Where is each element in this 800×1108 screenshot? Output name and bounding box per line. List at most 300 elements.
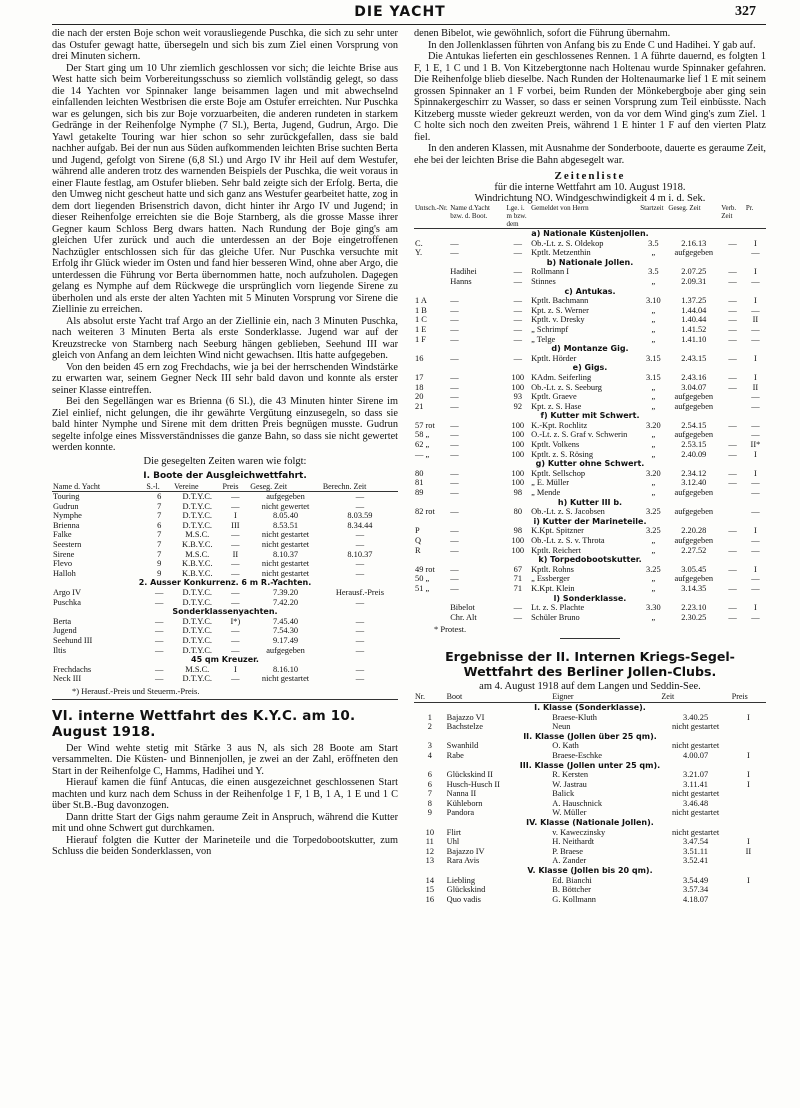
table-cell: — bbox=[450, 372, 459, 382]
paragraph: Der Start ging um 10 Uhr ziemlich geschlossen vor sich; die leichte Brise aus West hatte sich beim Vorbereitungsschuss so ziemlich vollständig gelegt, so dass die 14 Yachten vor Spinnaker lange beisammen lagen und mit abwechselnd einfallenden leichten Westbrisen die erste Boje am Ostufer erreichten. Nur Puschka war es gelungen, sich bis zur Boje vorzuarbeiten, die anderen rundeten in starkem Gedränge in der Reihenfolge Nymphe (7 Sl.), Berta, Jugend, Gudrun, Argo. Die Yawl getakelte Touring war hier schon so sehr zurückgefallen, dass sie bald nachher aufgab. Bei der nun aus Süden aufkommenden leichten Brise suchten Berta und Jugend, gefolgt von Sirene (6,8 Sl.) und Argo IV ihr Heil auf dem Westufer, während alle anderen trotz des warnenden Beispiels der Puschka, die weit voraus in einer Flaute festlag, am Ostufer blieben. Sehr bald zeigte sich der Erfolg. Berta, die den Umweg nicht gescheut hatte und sich ganz ans Westufer gearbeitet hatte, zog in dem dort liegenden Brisenstrich davon, dicht hinter ihr Argo IV und Jugend; in dieser Reihenfolge erreichten sie die Boje Starnberg, als die grosse Masse ihrer Gegner kaum Schloss Berg dwars hatten. Nach Rundung der Boje ging's am gleichen Ufer zurück und auch die unterdessen an der Boje eingetroffenen Nachzügler entschlossen sich für das gleiche Ufer. Nur Puschka versuchte mit Erfolg ihr Glück wieder im Osten und fand hier besseren Wind, ohne aber Argo, die unterdessen die Führung vor Berta übernommen hatte, noch aufzuholen. Dagegen gelang es Nymphe auf dem Rückwege die ursprünglich vorn liegende Sirene zu überholen und als erste der alten Yachten mit 5 Minuten Vorsprung vor Sirene die Ziellinie zu erreichen. bbox=[52, 62, 398, 315]
table-cell: nicht gestartet bbox=[671, 827, 720, 837]
table-row bbox=[414, 440, 766, 450]
table-cell: — bbox=[513, 612, 522, 622]
table-cell: I bbox=[754, 526, 757, 536]
table-cell: 8.05.40 bbox=[272, 511, 299, 521]
table-cell: Kptlt. Metzenthin bbox=[531, 248, 591, 258]
group-header: d) Montanze Gig. bbox=[551, 344, 629, 354]
table-cell: — bbox=[751, 334, 760, 344]
table-row bbox=[414, 885, 766, 895]
bjc-body bbox=[414, 702, 766, 904]
zeitenliste-title: Zeitenliste bbox=[554, 170, 626, 182]
zeitenliste-header-row bbox=[414, 204, 766, 229]
table-cell: Iltis bbox=[53, 645, 67, 655]
table-cell: 2.54.15 bbox=[681, 420, 707, 430]
table-cell: — bbox=[728, 449, 737, 459]
table-cell: 98 bbox=[513, 526, 522, 536]
table-cell: — bbox=[728, 545, 737, 555]
table-cell: 1 E bbox=[415, 324, 427, 334]
table-cell: — bbox=[231, 674, 240, 684]
bjc-subtitle: am 4. August 1918 auf dem Langen und Seddin-See. bbox=[479, 681, 701, 693]
table-cell: I*) bbox=[230, 616, 241, 626]
table-cell: „ Telge bbox=[531, 334, 556, 344]
table-cell: III bbox=[231, 520, 240, 530]
table-cell: — bbox=[450, 305, 459, 315]
table-cell: — bbox=[355, 540, 365, 550]
group-header: h) Kutter III b. bbox=[557, 497, 623, 507]
table-cell: „ bbox=[651, 276, 656, 286]
zeitenliste-subtitle: für die interne Wettfahrt am 10. August 1918. bbox=[494, 182, 686, 193]
table-row bbox=[414, 799, 766, 809]
table-cell: I bbox=[746, 712, 750, 722]
group-header: 45 qm Kreuzer. bbox=[191, 655, 259, 665]
table-cell: 50 „ bbox=[415, 574, 430, 584]
table-cell: — bbox=[728, 305, 737, 315]
bjc-header-row bbox=[414, 692, 766, 702]
table-cell: A. Zander bbox=[552, 856, 587, 866]
table-cell: „ bbox=[651, 392, 656, 402]
table-cell: 3.57.34 bbox=[683, 885, 709, 895]
group-header-row bbox=[414, 594, 766, 604]
table-cell: nicht gestartet bbox=[671, 789, 720, 799]
table-cell: 57 rot bbox=[415, 420, 435, 430]
group-header: l) Sonderklasse. bbox=[553, 593, 627, 603]
table-row bbox=[414, 876, 766, 886]
table-cell: D.T.Y.C. bbox=[182, 492, 213, 502]
table-cell: — bbox=[728, 238, 737, 248]
table-cell: 3.04.07 bbox=[681, 382, 707, 392]
table-cell: Nanna II bbox=[446, 789, 477, 799]
table-cell: 16 bbox=[415, 353, 424, 363]
table-cell: — bbox=[355, 626, 365, 636]
table-cell: 1.41.10 bbox=[681, 334, 707, 344]
table-cell: 14 bbox=[425, 875, 435, 885]
paragraph: denen Bibelot, wie gewöhnlich, sofort die Führung übernahm. bbox=[414, 28, 671, 39]
table-row bbox=[414, 574, 766, 584]
group-header: a) Nationale Küstenjollen. bbox=[531, 229, 649, 238]
table-cell: — bbox=[751, 574, 760, 584]
table-cell: D.T.Y.C. bbox=[182, 645, 213, 655]
table-cell: 3.25 bbox=[646, 564, 661, 574]
table-cell: Rollmann I bbox=[531, 267, 570, 277]
table-cell: 1 A bbox=[415, 296, 427, 306]
table-cell: — bbox=[751, 612, 760, 622]
table-row bbox=[414, 325, 766, 335]
table-cell: nicht gestartet bbox=[261, 540, 310, 550]
table-row bbox=[414, 315, 766, 325]
table-cell: Uhl bbox=[446, 837, 460, 847]
table-cell: — bbox=[355, 530, 365, 540]
table-cell: — bbox=[751, 430, 760, 440]
table-row bbox=[414, 306, 766, 316]
table-cell: — bbox=[450, 430, 459, 440]
table-cell: 8.10.37 bbox=[272, 549, 299, 559]
table-cell: I bbox=[754, 353, 757, 363]
group-header-row bbox=[414, 287, 766, 297]
table-cell bbox=[414, 603, 449, 613]
table-cell: Kptlt. Volkens bbox=[531, 440, 580, 450]
section-rule-short bbox=[560, 638, 620, 639]
table-cell: — bbox=[355, 501, 365, 511]
table-row bbox=[52, 540, 398, 550]
table-cell: Sirene bbox=[53, 549, 75, 559]
table-row bbox=[414, 828, 766, 838]
table-cell: 20 bbox=[415, 392, 424, 402]
table-cell: — bbox=[231, 492, 240, 502]
table-cell: 17 bbox=[415, 372, 424, 382]
table-row bbox=[52, 569, 398, 579]
table-cell: — bbox=[728, 420, 737, 430]
table-cell: 8.03.59 bbox=[347, 511, 373, 521]
table-cell bbox=[720, 430, 745, 440]
table-cell: — bbox=[751, 583, 760, 593]
left-column bbox=[52, 28, 398, 858]
paragraph: Die Antukas lieferten ein geschlossenes Rennen. 1 A führte dauernd, es folgten 1 F, 1 E, 1 C und 1 B. Von Kitzebergtonne nach Holtenau wurde Spinnaker gefahren. Die Reihenfolge blieb dieselbe. Nach Runden der Holtenaumarke lief 1 E mit seinem grossen Spinnaker an 1 F vorbei, beim Runden der Mönkebergboje aber ging sein Spinnakergeschirr zu Wasser, so dass er seinen Vorsprung zum Teil einbüsste. Nach Kitzeberg musste wieder gekreuzt werden, von da vor dem Wind ging's zum Ziel. 1 C holte sich noch den zweiten Preis, während 1 E hinter 1 F auf den vierten Platz fiel. bbox=[414, 51, 766, 143]
table-cell: 1.40.44 bbox=[681, 315, 707, 325]
table-cell: — bbox=[513, 267, 522, 277]
table-cell: Glückskind II bbox=[446, 770, 493, 780]
column-header: Zeit bbox=[660, 692, 730, 702]
table-cell: nicht gestartet bbox=[261, 674, 310, 684]
group-header: Sonderklassenyachten. bbox=[172, 607, 278, 617]
table-cell bbox=[731, 856, 766, 866]
paragraph: Hierauf kamen die fünf Antucas, die einen ausgezeichnet geschlossenen Start machten und kurz nach dem Schuss in der Reihenfolge 1 F, 1 B, 1 A, 1 E und 1 C über St.B.-Bug davonzogen. bbox=[52, 777, 398, 812]
table-cell: I bbox=[754, 468, 757, 478]
table-cell: — bbox=[728, 468, 737, 478]
table-cell: — bbox=[728, 612, 737, 622]
table-cell: — bbox=[728, 603, 737, 613]
table-cell: 15 bbox=[425, 885, 435, 895]
table-cell: 92 bbox=[513, 401, 522, 411]
table-cell: I bbox=[754, 603, 757, 613]
table-cell: — bbox=[231, 588, 240, 598]
table-cell: Braese-Kluth bbox=[552, 712, 597, 722]
table-cell: aufgegeben bbox=[674, 401, 714, 411]
table-cell: — bbox=[728, 478, 737, 488]
table-cell: I bbox=[746, 770, 750, 780]
table-cell: aufgegeben bbox=[674, 507, 714, 517]
table-cell: „ bbox=[651, 488, 656, 498]
table-cell: — bbox=[728, 583, 737, 593]
table-cell: 6 bbox=[157, 520, 162, 530]
table-cell: — bbox=[231, 626, 240, 636]
table-cell: Husch-Husch II bbox=[446, 779, 500, 789]
table-cell: — bbox=[450, 440, 459, 450]
group-header: 2. Ausser Konkurrenz. 6 m R.-Yachten. bbox=[138, 578, 312, 588]
table-cell: 3.54.49 bbox=[683, 875, 709, 885]
table-row bbox=[414, 402, 766, 412]
table-cell: „ Schrimpf bbox=[531, 324, 569, 334]
table-cell: M.S.C. bbox=[185, 530, 210, 540]
table-cell: 3.46.48 bbox=[683, 798, 709, 808]
table-cell: Jugend bbox=[53, 626, 77, 636]
kyc-paragraphs bbox=[52, 743, 398, 858]
table-cell: 12 bbox=[425, 846, 435, 856]
table-cell: K.B.Y.C. bbox=[182, 540, 213, 550]
table-row bbox=[414, 277, 766, 287]
table-cell: 82 rot bbox=[415, 507, 435, 517]
table-cell: 89 bbox=[415, 488, 424, 498]
section-rule bbox=[52, 699, 398, 700]
table-cell: K.B.Y.C. bbox=[182, 568, 213, 578]
table-cell: — bbox=[450, 238, 459, 248]
table-cell: 93 bbox=[513, 392, 522, 402]
group-header: IV. Klasse (Nationale Jollen). bbox=[526, 818, 654, 828]
table-cell: KAdm. Seiferling bbox=[531, 372, 592, 382]
table-row bbox=[414, 603, 766, 613]
table-cell bbox=[731, 741, 766, 751]
table-cell: Lt. z. S. Plachte bbox=[531, 603, 585, 613]
table-cell: 2.23.10 bbox=[681, 603, 707, 613]
table-cell: I bbox=[754, 564, 757, 574]
table-cell: D.T.Y.C. bbox=[182, 501, 213, 511]
paragraph: In den Jollenklassen führten von Anfang bis zu Ende C und Hadihei. Y gab auf. bbox=[428, 39, 756, 51]
group-header: c) Antukas. bbox=[564, 286, 616, 296]
table-cell: K.Kpt. Spitzner bbox=[531, 526, 584, 536]
table-cell: 16 bbox=[425, 894, 435, 904]
table-cell: 7.54.30 bbox=[272, 626, 299, 636]
table-cell: — bbox=[450, 248, 459, 258]
table-cell: „ bbox=[651, 315, 656, 325]
table-cell: nicht gestartet bbox=[261, 559, 310, 569]
table-cell: 7.42.20 bbox=[272, 597, 299, 607]
table-cell: 8.16.10 bbox=[272, 664, 299, 674]
table-cell: — bbox=[751, 488, 760, 498]
table-cell: — bbox=[513, 315, 522, 325]
column-header: Lge. i. m bzw. dem bbox=[506, 204, 531, 229]
table-cell: 2.20.28 bbox=[681, 526, 707, 536]
table-cell: — bbox=[450, 315, 459, 325]
table-cell: „ bbox=[651, 449, 656, 459]
table-cell: — bbox=[728, 382, 737, 392]
table-row bbox=[414, 248, 766, 258]
table-cell: 6 bbox=[427, 770, 432, 780]
table-cell: Puschka bbox=[53, 597, 81, 607]
table-cell: „ bbox=[651, 382, 656, 392]
table-cell: — bbox=[751, 536, 760, 545]
table-cell: I bbox=[754, 238, 757, 248]
table-cell: — bbox=[355, 664, 365, 674]
table-cell: „ bbox=[651, 478, 656, 488]
table-cell: Berta bbox=[53, 616, 72, 626]
table-cell: 100 bbox=[511, 545, 525, 555]
table-cell: — bbox=[355, 636, 365, 645]
table-cell: „ Essberger bbox=[531, 574, 570, 584]
table-cell: nicht gewertet bbox=[261, 501, 310, 511]
table-cell: 7 bbox=[157, 501, 162, 511]
table-cell: 51 „ bbox=[415, 583, 430, 593]
table-cell: 8.34.44 bbox=[347, 520, 373, 530]
times-caption: Die gesegelten Zeiten waren wie folgt: bbox=[143, 455, 307, 467]
table-cell: — bbox=[728, 334, 737, 344]
column-header: Boot bbox=[446, 692, 552, 702]
column-header: Eigner bbox=[551, 692, 660, 702]
table-cell: 3.5 bbox=[648, 238, 659, 248]
table-cell: 7 bbox=[157, 511, 162, 521]
table-cell: Nymphe bbox=[53, 511, 82, 521]
table-row bbox=[414, 770, 766, 780]
table-cell: 11 bbox=[425, 837, 434, 847]
table-cell: 71 bbox=[513, 574, 522, 584]
table-cell bbox=[720, 574, 745, 584]
table-cell: Bibelot bbox=[450, 603, 475, 613]
zeitenliste-body bbox=[414, 229, 766, 623]
group-header: II. Klasse (Jollen über 25 qm). bbox=[523, 731, 657, 741]
table-cell: aufgegeben bbox=[674, 248, 714, 258]
table-cell: 98 bbox=[513, 488, 522, 498]
table-cell: — bbox=[728, 276, 737, 286]
table-cell: — bbox=[231, 597, 240, 607]
table-cell: — bbox=[450, 401, 459, 411]
table-cell: — bbox=[751, 545, 760, 555]
table-cell: M.S.C. bbox=[185, 664, 210, 674]
table-cell: Ed. Bianchi bbox=[552, 875, 592, 885]
table-row bbox=[414, 478, 766, 488]
table-cell: 18 bbox=[415, 382, 424, 392]
table-cell: — bbox=[355, 616, 365, 626]
table-cell: — bbox=[355, 568, 365, 578]
table-cell: 100 bbox=[511, 478, 525, 488]
group-header-row bbox=[414, 344, 766, 354]
table-cell: W. Jastrau bbox=[552, 779, 587, 789]
group-header-row bbox=[414, 229, 766, 239]
table-cell: Braese-Eschke bbox=[552, 750, 603, 760]
table-cell: Chr. Alt bbox=[450, 612, 477, 622]
table-cell: 4.18.07 bbox=[683, 894, 709, 904]
table-cell: I bbox=[746, 837, 750, 847]
table-cell: — bbox=[450, 536, 459, 545]
table-cell: — bbox=[751, 507, 760, 517]
table-cell: 100 bbox=[511, 449, 525, 459]
table-cell: Bajazzo IV bbox=[446, 846, 485, 856]
table-cell: Liebling bbox=[446, 875, 476, 885]
table-cell: Quo vadis bbox=[446, 894, 481, 904]
table-cell: — bbox=[751, 420, 760, 430]
table-cell: — bbox=[513, 603, 522, 613]
group-header: V. Klasse (Jollen bis 20 qm). bbox=[527, 866, 653, 876]
table-cell: 9 bbox=[157, 559, 162, 569]
table-cell: — bbox=[450, 583, 459, 593]
table-cell: — bbox=[450, 296, 459, 306]
table-cell: 7 bbox=[157, 540, 162, 550]
table-cell: — bbox=[751, 305, 760, 315]
table-cell: 3.25 bbox=[646, 507, 661, 517]
table-cell: 2.53.15 bbox=[681, 440, 707, 450]
table-cell bbox=[731, 808, 766, 818]
table-cell: — bbox=[728, 372, 737, 382]
table-cell bbox=[731, 722, 766, 732]
table-row bbox=[52, 530, 398, 540]
table-cell: I bbox=[754, 296, 757, 306]
table-cell: 2.07.25 bbox=[681, 267, 707, 277]
table-cell: Hadihei bbox=[450, 267, 477, 277]
table-cell: 49 rot bbox=[415, 564, 435, 574]
group-header-row bbox=[414, 363, 766, 373]
right-paragraphs bbox=[414, 28, 766, 166]
table-cell: I bbox=[754, 267, 757, 277]
table-cell: „ bbox=[651, 430, 656, 440]
table-cell: 4.00.07 bbox=[683, 750, 709, 760]
table-row bbox=[414, 488, 766, 498]
table-cell: Kptlt. Bachmann bbox=[531, 296, 589, 306]
table-cell: II bbox=[752, 382, 759, 392]
table-cell: — bbox=[355, 645, 365, 655]
table-cell: — bbox=[751, 248, 760, 258]
table-cell: — bbox=[751, 392, 760, 402]
table-cell: — bbox=[513, 334, 522, 344]
table-cell: 67 bbox=[513, 564, 522, 574]
group-header-row bbox=[414, 866, 766, 876]
table-cell: „ bbox=[651, 612, 656, 622]
table-cell: — bbox=[231, 559, 240, 569]
table-cell: 1.44.04 bbox=[681, 305, 707, 315]
table-cell: — bbox=[751, 478, 760, 488]
table-cell: D.T.Y.C. bbox=[182, 674, 213, 684]
table-cell: 100 bbox=[511, 420, 525, 430]
table-cell: Brienna bbox=[53, 520, 80, 530]
table-cell: Q bbox=[415, 536, 422, 545]
section-title-kyc: VI. interne Wettfahrt des K.Y.C. am 10. August 1918. bbox=[52, 707, 356, 740]
group-header-row bbox=[414, 459, 766, 469]
table-cell: II bbox=[752, 315, 759, 325]
table-row bbox=[414, 267, 766, 277]
paragraph: Der Wind wehte stetig mit Stärke 3 aus N, als sich 28 Boote am Start versammelten. Die Küsten- und Binnenjollen, je zwei an der Zahl, eröffneten den Start in der Reihenfolge C, Hamms, Hadihei und Y. bbox=[52, 742, 398, 777]
table-row bbox=[414, 526, 766, 536]
column-header: Gemeldet von Herrn bbox=[530, 204, 639, 229]
column-header: Verb. Zeit bbox=[720, 204, 745, 229]
table-cell: „ E. Müller bbox=[531, 478, 570, 488]
table-cell: 100 bbox=[511, 536, 525, 545]
table-cell: I bbox=[746, 779, 750, 789]
table-cell: „ bbox=[651, 536, 656, 545]
column-header: Untsch.-Nr. bbox=[414, 204, 449, 229]
table-cell: „ Mende bbox=[531, 488, 561, 498]
group-header-row bbox=[52, 655, 398, 665]
table-cell: 6 bbox=[427, 779, 432, 789]
table-cell: C. bbox=[415, 238, 423, 248]
table-cell: „ bbox=[651, 324, 656, 334]
table-cell: 1 B bbox=[415, 305, 427, 315]
table-cell: 3.12.40 bbox=[681, 478, 707, 488]
table-cell: — bbox=[728, 296, 737, 306]
table-cell: 3.05.45 bbox=[681, 564, 707, 574]
table-cell: aufgegeben bbox=[674, 430, 714, 440]
table-cell: — bbox=[450, 449, 459, 459]
table-cell: — bbox=[231, 636, 240, 645]
header-rule bbox=[52, 24, 766, 25]
results-title: I. Boote der Ausgleichwettfahrt. bbox=[143, 470, 307, 481]
group-header-row bbox=[52, 607, 398, 617]
table-row bbox=[52, 617, 398, 627]
table-row bbox=[414, 354, 766, 364]
table-row bbox=[414, 837, 766, 847]
table-cell: 80 bbox=[513, 507, 522, 517]
table-cell: — bbox=[751, 401, 760, 411]
page-header bbox=[0, 4, 800, 22]
table-cell: 2 bbox=[427, 722, 432, 732]
table-cell: I bbox=[233, 664, 237, 674]
table-cell: 2.43.15 bbox=[681, 353, 707, 363]
table-cell: Kptlt. Sellschop bbox=[531, 468, 586, 478]
table-cell: 8 bbox=[427, 798, 432, 808]
table-cell: aufgegeben bbox=[266, 492, 305, 502]
table-cell: I bbox=[233, 511, 237, 521]
table-cell: I bbox=[754, 372, 757, 382]
table-cell: „ bbox=[651, 545, 656, 555]
table-cell: — bbox=[728, 564, 737, 574]
table-cell: 80 bbox=[415, 468, 424, 478]
table-row bbox=[414, 856, 766, 866]
